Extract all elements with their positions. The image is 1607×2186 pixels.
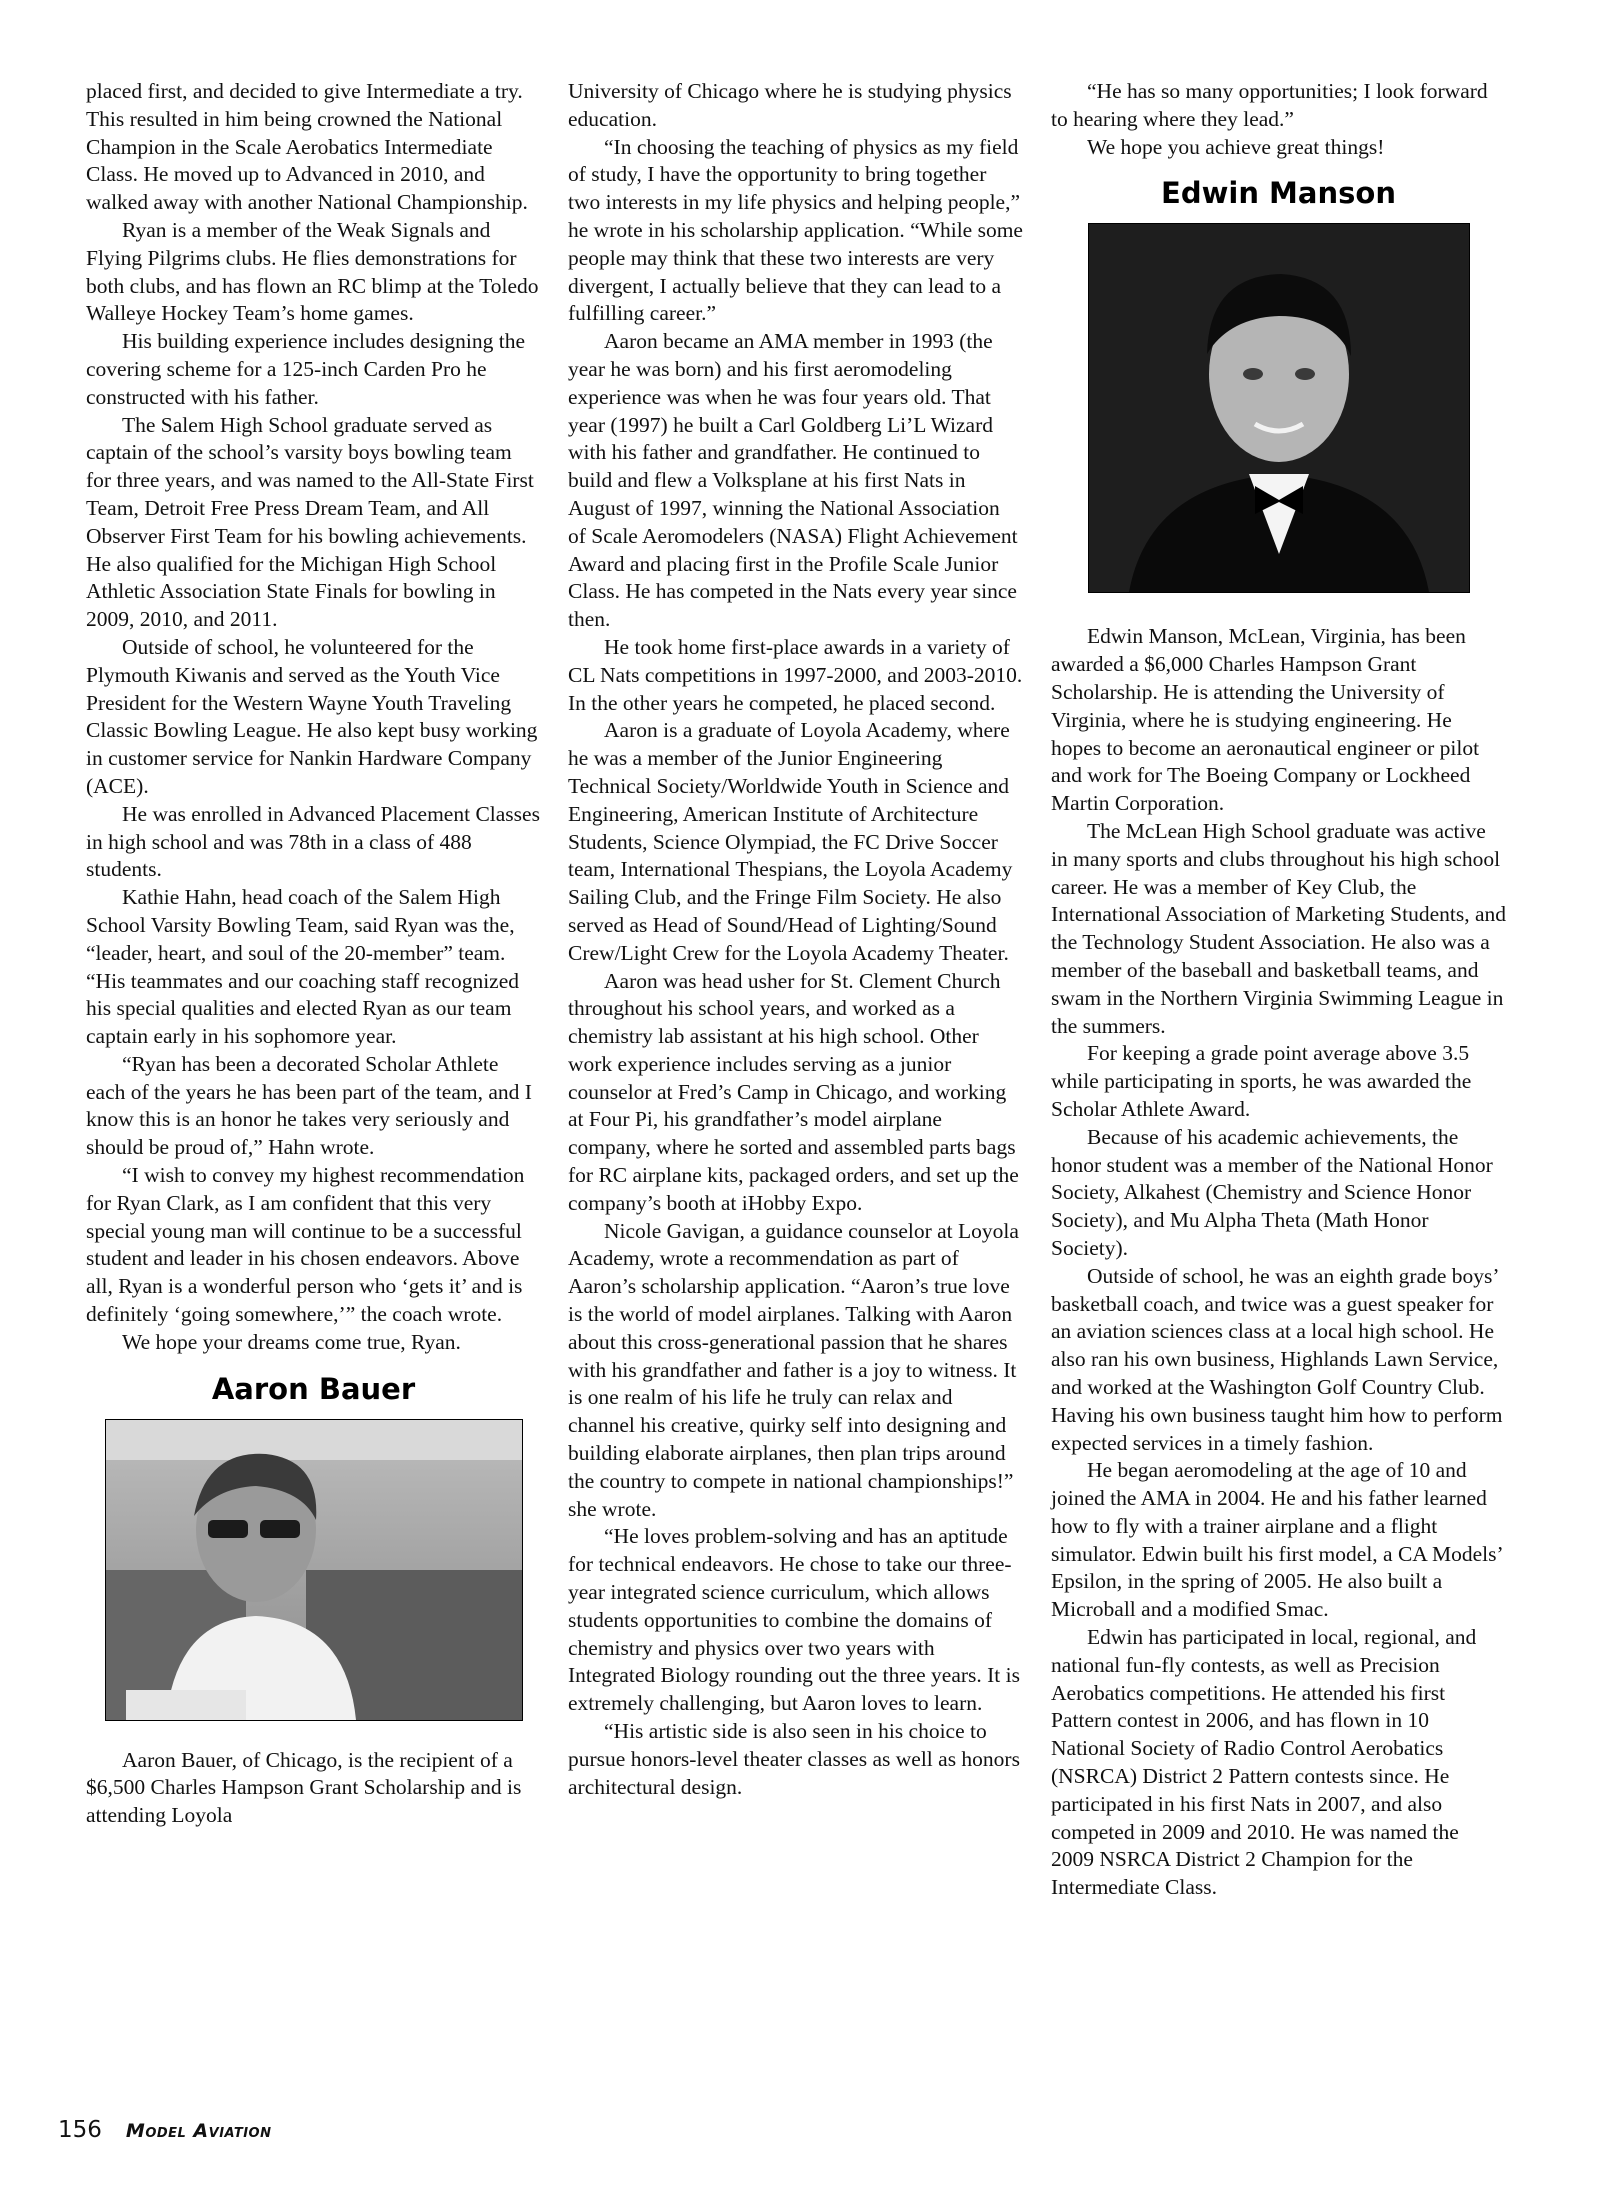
publication-name: Model Aviation	[125, 2120, 272, 2142]
paragraph: We hope your dreams come true, Ryan.	[122, 1329, 461, 1354]
aaron-bauer-photo	[105, 1419, 523, 1721]
paragraph: Outside of school, he volunteered for the Plymouth Kiwanis and served as the Youth Vice President for the Western Wayne Youth Traveling Classic Bowling League. He also kept busy working in customer service for Nankin Hardware Company (ACE).	[86, 634, 538, 798]
paragraph: Aaron was head usher for St. Clement Church throughout his school years, and worked as a chemistry lab assistant at his high school. Other work experience includes serving as a junior counselor at Fred’s Camp in Chicago, and working at Four Pi, his grandfather’s model airplane company, where he sorted and assembled parts bags for RC airplane kits, packaged orders, and set up the company’s booth at iHobby Expo.	[568, 968, 1019, 1215]
paragraph: Because of his academic achievements, the honor student was a member of the National Honor Society, Alkahest (Chemistry and Science Honor Society), and Mu Alpha Theta (Math Honor Society).	[1051, 1124, 1493, 1260]
paragraph: “In choosing the teaching of physics as my field of study, I have the opportunity to bring together two interests in my life physics and helping people,” he wrote in his scholarship application. “While some people may think that these two interests are very divergent, I actually believe that they can lead to a fulfilling career.”	[568, 134, 1023, 326]
edwin-manson-photo	[1088, 223, 1470, 593]
paragraph: The Salem High School graduate served as captain of the school’s varsity boys bowling team for three years, and was named to the All-State First Team, Detroit Free Press Dream Team, and All Observer First Team for his bowling achievements. He also qualified for the Michigan High School Athletic Association State Finals for bowling in 2009, 2010, and 2011.	[86, 412, 534, 632]
paragraph: “He has so many opportunities; I look forward to hearing where they lead.”	[1051, 79, 1488, 131]
paragraph: Aaron Bauer, of Chicago, is the recipient of a $6,500 Charles Hampson Grant Scholarship and is attending Loyola	[86, 1747, 522, 1828]
column-1	[86, 78, 541, 1830]
section-heading-aaron-bauer: Aaron Bauer	[211, 1371, 416, 1406]
section-heading-edwin-manson: Edwin Manson	[1161, 176, 1396, 211]
paragraph: “He loves problem-solving and has an aptitude for technical endeavors. He chose to take our three-year integrated science curriculum, which allows students opportunities to combine the domains of chemistry and physics over two years with Integrated Biology rounding out the three years. It is extremely challenging, but Aaron loves to learn.	[568, 1524, 1020, 1716]
aaron-bauer-photo-image	[106, 1420, 522, 1720]
paragraph: He began aeromodeling at the age of 10 and joined the AMA in 2004. He and his father learned how to fly with a trainer airplane and a flight simulator. Edwin built his first model, a CA Models’ Epsilon, in the spring of 2005. He also built a Microball and a modified Smac.	[1051, 1458, 1503, 1622]
paragraph: His building experience includes designing the covering scheme for a 125-inch Carden Pro he constructed with his father.	[86, 329, 526, 409]
paragraph: Outside of school, he was an eighth grade boys’ basketball coach, and twice was a guest speaker for an aviation sciences class at a local high school. He also ran his own business, Highlands Lawn Service, and worked at the Washington Golf Country Club. Having his own business taught him how to perform expected services in a timely fashion.	[1051, 1263, 1503, 1455]
page-number: 156	[58, 2117, 102, 2143]
paragraph: Aaron is a graduate of Loyola Academy, where he was a member of the Junior Engineering Technical Society/Worldwide Youth in Science and Engineering, American Institute of Architecture Students, Science Olympiad, the FC Drive Soccer team, International Thespians, the Loyola Academy Sailing Club, and the Fringe Film Society. He also served as Head of Sound/Head of Lighting/Sound Crew/Light Crew for the Loyola Academy Theater.	[568, 718, 1013, 965]
paragraph: He took home first-place awards in a variety of CL Nats competitions in 1997-2000, and 2003-2010. In the other years he competed, he placed second.	[568, 634, 1023, 715]
paragraph: He was enrolled in Advanced Placement Classes in high school and was 78th in a class of 488 students.	[86, 801, 540, 882]
paragraph: The McLean High School graduate was active in many sports and clubs throughout his high school career. He was a member of Key Club, the International Association of Marketing Students, and the Technology Student Association. He also was a member of the baseball and basketball teams, and swam in the Northern Virginia Swimming League in the summers.	[1051, 818, 1506, 1038]
paragraph: We hope you achieve great things!	[1087, 134, 1385, 159]
edwin-manson-photo-image	[1089, 224, 1469, 592]
paragraph: For keeping a grade point average above 3.5 while participating in sports, he was awarded the Scholar Athlete Award.	[1051, 1041, 1472, 1121]
paragraph: placed first, and decided to give Intermediate a try. This resulted in him being crowned the National Champion in the Scale Aerobatics Intermediate Class. He moved up to Advanced in 2010, and walked away with another National Championship.	[86, 79, 528, 215]
paragraph: Kathie Hahn, head coach of the Salem High School Varsity Bowling Team, said Ryan was the, “leader, heart, and soul of the 20-member” team. “His teammates and our coaching staff recognized his special qualities and elected Ryan as our team captain early in his sophomore year.	[86, 885, 520, 1049]
column-2	[568, 78, 1023, 1801]
paragraph: University of Chicago where he is studying physics education.	[568, 79, 1012, 131]
paragraph: Ryan is a member of the Weak Signals and Flying Pilgrims clubs. He flies demonstrations for both clubs, and has flown an RC blimp at the Toledo Walleye Hockey Team’s home games.	[86, 217, 539, 326]
paragraph: Edwin Manson, McLean, Virginia, has been awarded a $6,000 Charles Hampson Grant Scholarship. He is attending the University of Virginia, where he is studying engineering. He hopes to become an aeronautical engineer or pilot and work for The Boeing Company or Lockheed Martin Corporation.	[1051, 624, 1480, 816]
paragraph: Nicole Gavigan, a guidance counselor at Loyola Academy, wrote a recommendation as part of Aaron’s scholarship application. “Aaron’s true love is the world of model airplanes. Talking with Aaron about this cross-generational passion that he shares with his grandfather and father is a joy to witness. It is one realm of his life he truly can relax and channel his creative, quirky self into designing and building elaborate airplanes, then plan trips around the country to compete in national championships!” she wrote.	[568, 1218, 1019, 1521]
paragraph: “I wish to convey my highest recommendation for Ryan Clark, as I am confident that this very special young man will continue to be a successful student and leader in his chosen endeavors. Above all, Ryan is a wonderful person who ‘gets it’ and is definitely ‘going somewhere,’” the coach wrote.	[86, 1163, 525, 1327]
paragraph: Edwin has participated in local, regional, and national fun-fly contests, as well as Precision Aerobatics competitions. He attended his first Pattern contest in 2006, and has flown in 10 National Society of Radio Control Aerobatics (NSRCA) District 2 Pattern contests since. He participated in his first Nats in 2007, and also competed in 2009 and 2010. He was named the 2009 NSRCA District 2 Champion for the Intermediate Class.	[1051, 1625, 1477, 1900]
paragraph: “Ryan has been a decorated Scholar Athlete each of the years he has been part of the team, and I know this is an honor he takes very seriously and should be proud of,” Hahn wrote.	[86, 1051, 532, 1160]
column-3	[1051, 78, 1506, 1902]
page-footer	[58, 2117, 272, 2143]
paragraph: “His artistic side is also seen in his choice to pursue honors-level theater classes as well as honors architectural design.	[568, 1719, 1020, 1799]
paragraph: Aaron became an AMA member in 1993 (the year he was born) and his first aeromodeling experience was when he was four years old. That year (1997) he built a Carl Goldberg Li’L Wizard with his father and grandfather. He continued to build and flew a Volksplane at his first Nats in August of 1997, winning the National Association of Scale Aeromodelers (NASA) Flight Achievement Award and placing first in the Profile Scale Junior Class. He has competed in the Nats every year since then.	[568, 329, 1018, 632]
